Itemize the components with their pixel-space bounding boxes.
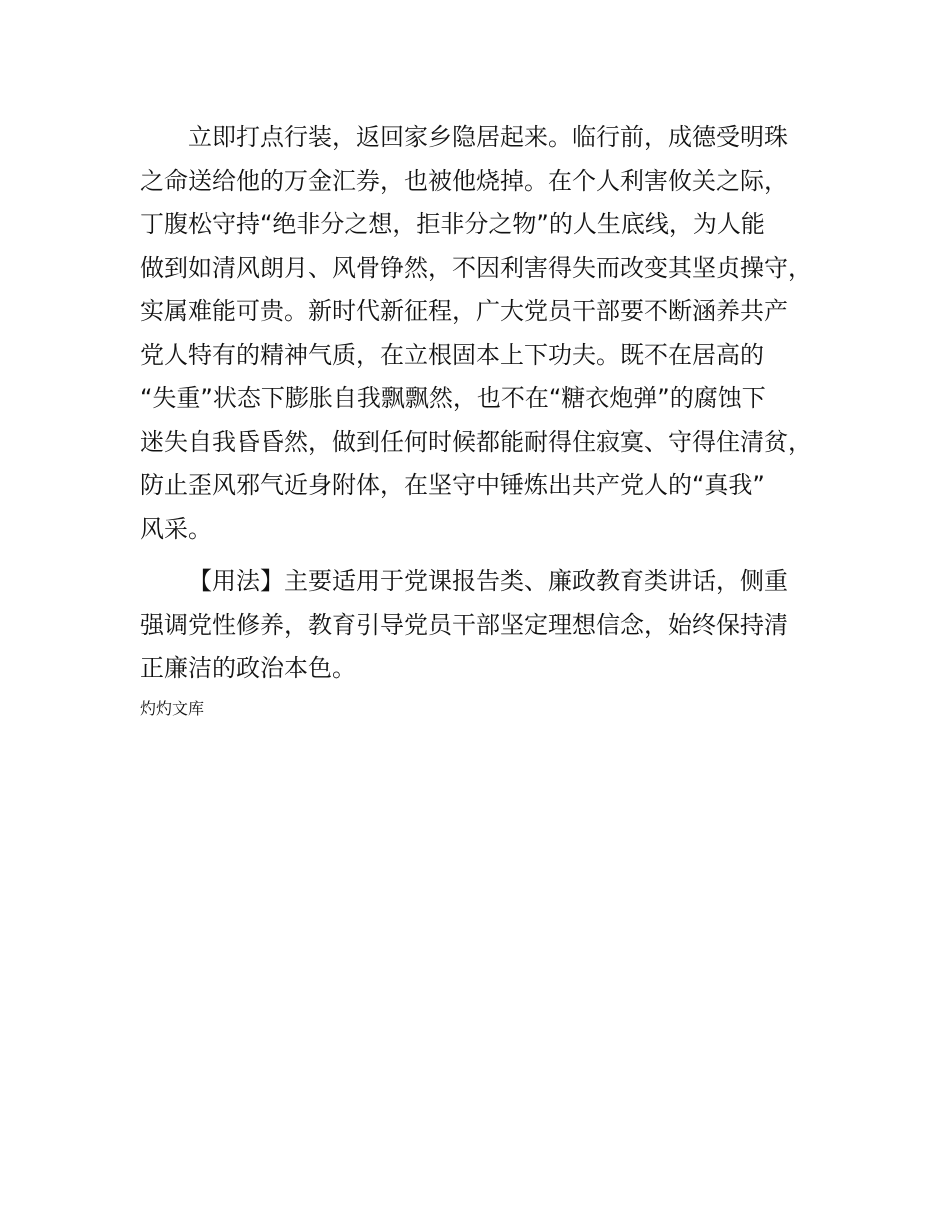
text-line: 正廉洁的政治本色。 xyxy=(140,654,356,682)
paragraph-spacer xyxy=(140,551,840,560)
text-line: 做到如清风朗月、风骨铮然，不因利害得失而改变其坚贞操守， xyxy=(140,253,812,282)
paragraph-2 xyxy=(140,560,840,691)
text-line: 风采。 xyxy=(140,514,212,543)
source-footer: 灼灼文库 xyxy=(140,698,205,718)
text-line: 【用法】主要适用于党课报告类、廉政教育类讲话，侧重 xyxy=(188,567,788,595)
text-line: 实属难能可贵。新时代新征程，广大党员干部要不断涵养共产 xyxy=(140,297,788,325)
text-line: 丁腹松守持“绝非分之想，拒非分之物”的人生底线，为人能 xyxy=(140,210,765,238)
text-line: 之命送给他的万金汇券，也被他烧掉。在个人利害攸关之际， xyxy=(140,166,788,195)
text-line: 立即打点行装，返回家乡隐居起来。临行前，成德受明珠 xyxy=(188,123,788,151)
text-line: 迷失自我昏昏然，做到任何时候都能耐得住寂寞、守得住清贫， xyxy=(140,427,812,456)
text-line: 防止歪风邪气近身附体，在坚守中锤炼出共产党人的“真我” xyxy=(140,471,765,499)
text-line: “失重”状态下膨胀自我飘飘然，也不在“糖衣炮弹”的腐蚀下 xyxy=(140,384,766,412)
paragraph-1 xyxy=(140,116,840,551)
document-body xyxy=(140,116,840,721)
text-line: 强调党性修养，教育引导党员干部坚定理想信念，始终保持清 xyxy=(140,610,788,639)
text-line: 党人特有的精神气质，在立根固本上下功夫。既不在居高的 xyxy=(140,340,764,369)
